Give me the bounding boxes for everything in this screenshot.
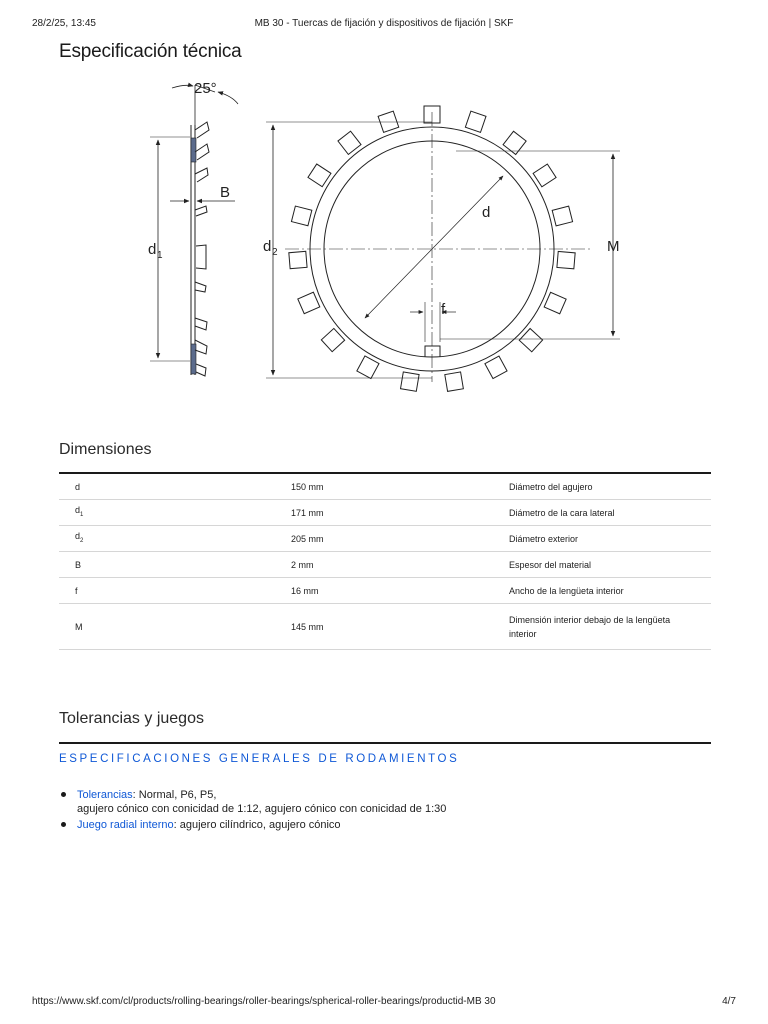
dim-symbol: B [59,552,275,578]
dim-value: 150 mm [275,473,493,500]
dim-symbol: M [59,604,275,650]
dim-value: 145 mm [275,604,493,650]
tolerances-link[interactable]: Tolerancias [77,789,133,801]
print-datetime: 28/2/25, 13:45 [32,18,96,29]
dim-value: 171 mm [275,500,493,526]
washer-diagram [0,60,768,400]
dimensions-title: Dimensiones [59,441,152,458]
dim-symbol: f [59,578,275,604]
table-row [59,500,711,526]
print-page-title: MB 30 - Tuercas de fijación y dispositivos de fijación | SKF [254,18,514,29]
dim-value: 2 mm [275,552,493,578]
front-view-labels [263,204,620,318]
d1-subscript: 1 [157,250,163,261]
divider [59,742,711,744]
d-label: d [482,204,491,221]
specs-list [59,788,699,834]
dim-symbol: $d_2$ [59,526,275,552]
side-view [150,85,238,376]
list-item-text: : agujero cilíndrico, agujero cónico [173,819,341,831]
dim-description: Diámetro del agujero [493,473,711,500]
dim-description: Dimensión interior debajo de la lengüeta interior [493,604,711,650]
tolerances-title: Tolerancias y juegos [59,710,204,727]
general-specs-heading: ESPECIFICACIONES GENERALES DE RODAMIENTOS [59,753,460,765]
list-item-text-line2: agujero cónico con conicidad de 1:12, agujero cónico con conicidad de 1:30 [77,803,447,815]
bullet-icon [61,792,66,797]
list-item [59,818,699,832]
dim-description: Ancho de la lengüeta interior [493,578,711,604]
d2-subscript: 2 [272,247,278,258]
angle-label: 25° [194,80,217,97]
list-item [59,788,699,816]
dim-description: Diámetro de la cara lateral [493,500,711,526]
page-number: 4/7 [722,996,736,1007]
spec-title: Especificación técnica [59,41,242,62]
print-url: https://www.skf.com/cl/products/rolling-bearings/roller-bearings/spherical-roller-bearings/productid-MB 30 [32,996,496,1007]
dim-value: 205 mm [275,526,493,552]
d2-label: d [263,238,272,255]
table-row [59,552,711,578]
dim-symbol: $d_1$ [59,500,275,526]
table-row [59,604,711,650]
table-row [59,526,711,552]
dimensions-table [59,472,711,650]
dim-description: Diámetro exterior [493,526,711,552]
bullet-icon [61,822,66,827]
radial-clearance-link[interactable]: Juego radial interno [77,819,174,831]
side-view-labels [148,80,230,261]
dim-value: 16 mm [275,578,493,604]
list-item-text: : Normal, P6, P5, [132,789,217,801]
dim-symbol: d [59,473,275,500]
front-view [266,106,620,391]
d1-label: d [148,241,157,258]
table-row [59,473,711,500]
m-label: M [607,238,620,255]
table-row [59,578,711,604]
f-label: f [441,301,446,318]
dim-description: Espesor del material [493,552,711,578]
b-label: B [220,184,231,201]
